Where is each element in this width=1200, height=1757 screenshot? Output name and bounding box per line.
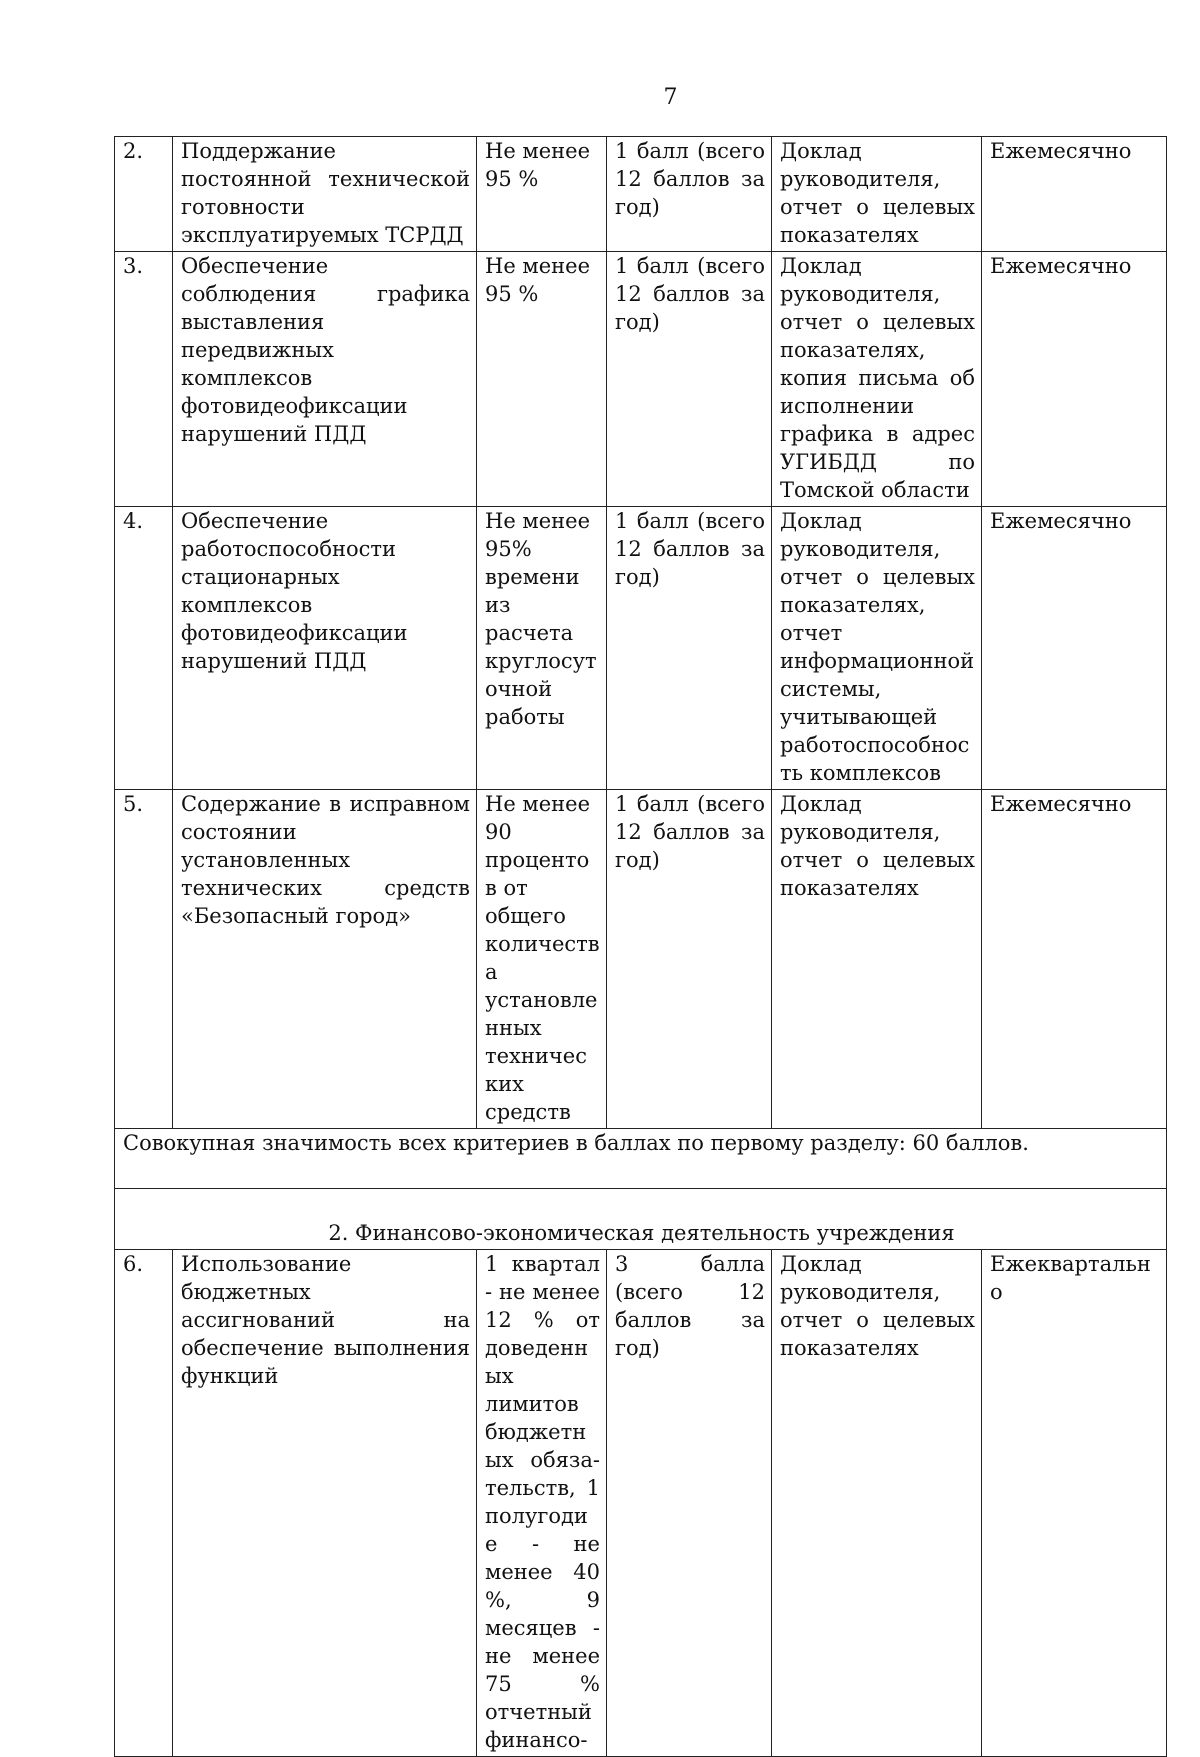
periodicity-cell: Ежемесячно [982, 790, 1167, 1129]
table-row [115, 790, 1167, 1129]
table-row [115, 252, 1167, 507]
criterion-cell: Содержание в исправном состоянии установленных технических средств «Безопасный город» [173, 790, 477, 1129]
table-row [115, 1250, 1167, 1757]
periodicity-cell: Ежемесячно [982, 507, 1167, 790]
criteria-table [114, 136, 1167, 1757]
row-number: 4. [115, 507, 173, 790]
row-number: 3. [115, 252, 173, 507]
points-cell: 1 балл (всего 12 баллов за год) [607, 252, 772, 507]
table-row [115, 137, 1167, 252]
value-cell: Не менее 95 % [477, 252, 607, 507]
row-number: 6. [115, 1250, 173, 1757]
table-row [115, 507, 1167, 790]
periodicity-cell: Ежемесячно [982, 252, 1167, 507]
points-cell: 1 балл (всего 12 баллов за год) [607, 507, 772, 790]
document-cell: Доклад руководителя, отчет о целевых показателях, копия письма об исполнении графика в адрес УГИБДД по Томской области [772, 252, 982, 507]
periodicity-cell: Ежеквартально [982, 1250, 1167, 1757]
document-cell: Доклад руководителя, отчет о целевых показателях [772, 137, 982, 252]
section1-summary: Совокупная значимость всех критериев в баллах по первому разделу: 60 баллов. [115, 1129, 1167, 1189]
periodicity-cell: Ежемесячно [982, 137, 1167, 252]
section2-title: 2. Финансово-экономическая деятельность учреждения [115, 1189, 1167, 1250]
criterion-cell: Обеспечение соблюдения графика выставления передвижных комплексов фотовидеофиксации нарушений ПДД [173, 252, 477, 507]
value-cell: 1 квартал - не менее 12 % от доведенных лимитов бюджетных обяза-тельств, 1 полугодие - не менее 40 %, 9 месяцев - не менее 75 % отчетный финансо- [477, 1250, 607, 1757]
points-cell: 3 балла (всего 12 баллов за год) [607, 1250, 772, 1757]
document-cell: Доклад руководителя, отчет о целевых показателях [772, 1250, 982, 1757]
document-cell: Доклад руководителя, отчет о целевых показателях [772, 790, 982, 1129]
value-cell: Не менее 90 процентов от общего количества установленных технических средств [477, 790, 607, 1129]
value-cell: Не менее 95 % [477, 137, 607, 252]
criterion-cell: Обеспечение работоспособности стационарных комплексов фотовидеофиксации нарушений ПДД [173, 507, 477, 790]
document-cell: Доклад руководителя, отчет о целевых показателях, отчет информационной системы, учитывающей работоспособность комплексов [772, 507, 982, 790]
page-number: 7 [663, 85, 678, 110]
criterion-cell: Поддержание постоянной технической готовности эксплуатируемых ТСРДД [173, 137, 477, 252]
value-cell: Не менее 95% времени из расчета круглосуточной работы [477, 507, 607, 790]
row-number: 2. [115, 137, 173, 252]
row-number: 5. [115, 790, 173, 1129]
section-title-row [115, 1189, 1167, 1250]
points-cell: 1 балл (всего 12 баллов за год) [607, 790, 772, 1129]
points-cell: 1 балл (всего 12 баллов за год) [607, 137, 772, 252]
summary-row [115, 1129, 1167, 1189]
criterion-cell: Использование бюджетных ассигнований на обеспечение выполнения функций [173, 1250, 477, 1757]
